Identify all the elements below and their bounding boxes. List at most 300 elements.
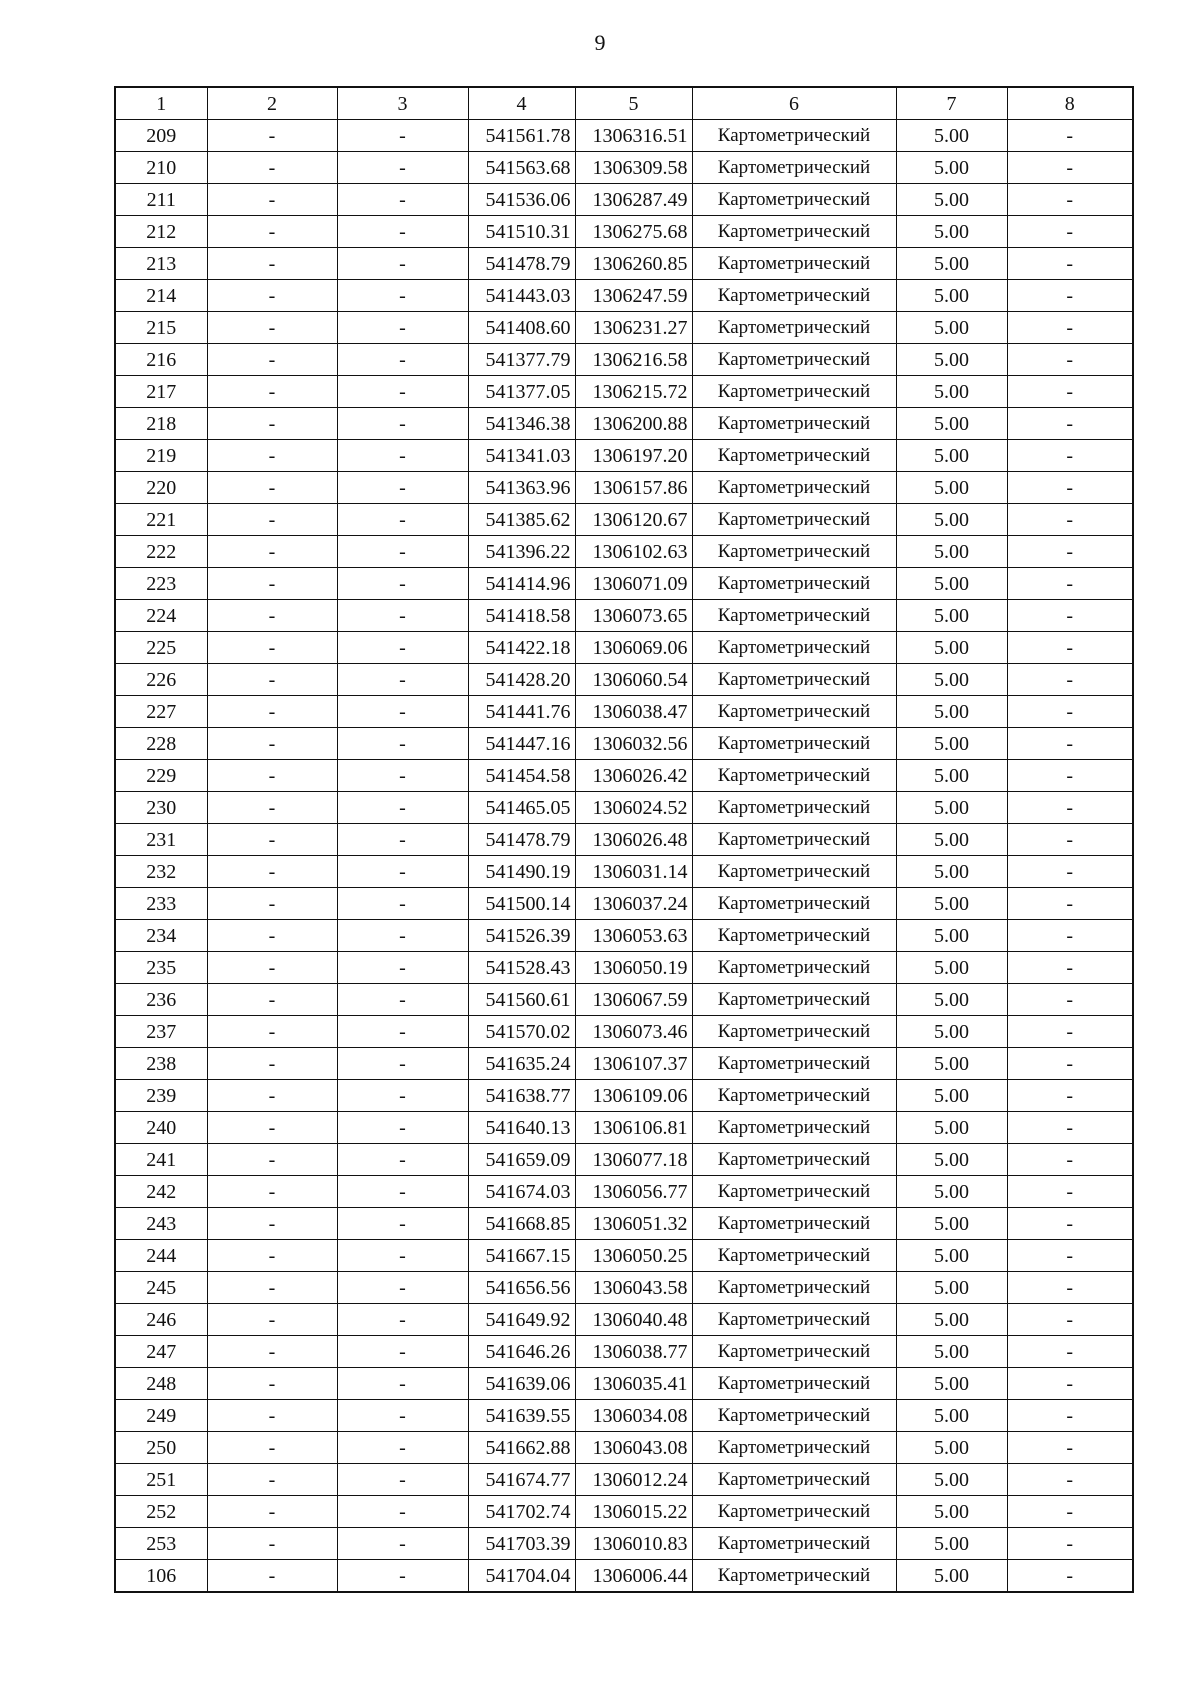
table-row	[115, 1272, 1133, 1304]
cell-col-2: -	[207, 1464, 337, 1496]
cell-col-3: -	[337, 1016, 468, 1048]
cell-method: Картометрический	[692, 152, 896, 184]
cell-col-2: -	[207, 248, 337, 280]
cell-accuracy: 5.00	[896, 1208, 1007, 1240]
cell-col-8: -	[1007, 216, 1133, 248]
cell-coord-x: 541570.02	[468, 1016, 575, 1048]
cell-point-number: 238	[115, 1048, 207, 1080]
cell-accuracy: 5.00	[896, 1016, 1007, 1048]
cell-method: Картометрический	[692, 1048, 896, 1080]
cell-col-2: -	[207, 1240, 337, 1272]
table-row	[115, 984, 1133, 1016]
cell-point-number: 233	[115, 888, 207, 920]
cell-point-number: 246	[115, 1304, 207, 1336]
cell-coord-y: 1306309.58	[575, 152, 692, 184]
cell-col-8: -	[1007, 1464, 1133, 1496]
cell-point-number: 249	[115, 1400, 207, 1432]
cell-method: Картометрический	[692, 600, 896, 632]
page-number: 9	[594, 30, 606, 55]
cell-col-8: -	[1007, 920, 1133, 952]
cell-coord-x: 541443.03	[468, 280, 575, 312]
cell-col-8: -	[1007, 248, 1133, 280]
cell-col-3: -	[337, 664, 468, 696]
cell-accuracy: 5.00	[896, 792, 1007, 824]
cell-coord-y: 1306077.18	[575, 1144, 692, 1176]
table-row	[115, 920, 1133, 952]
cell-col-3: -	[337, 1304, 468, 1336]
cell-col-8: -	[1007, 664, 1133, 696]
table-row	[115, 1464, 1133, 1496]
cell-col-8: -	[1007, 408, 1133, 440]
cell-coord-y: 1306051.32	[575, 1208, 692, 1240]
cell-col-8: -	[1007, 504, 1133, 536]
cell-coord-x: 541385.62	[468, 504, 575, 536]
cell-coord-x: 541702.74	[468, 1496, 575, 1528]
cell-col-3: -	[337, 376, 468, 408]
cell-coord-y: 1306067.59	[575, 984, 692, 1016]
cell-coord-y: 1306038.77	[575, 1336, 692, 1368]
table-row	[115, 120, 1133, 152]
cell-col-3: -	[337, 1144, 468, 1176]
cell-method: Картометрический	[692, 1080, 896, 1112]
cell-coord-y: 1306260.85	[575, 248, 692, 280]
cell-col-3: -	[337, 184, 468, 216]
cell-col-2: -	[207, 1112, 337, 1144]
cell-point-number: 251	[115, 1464, 207, 1496]
cell-coord-y: 1306275.68	[575, 216, 692, 248]
cell-point-number: 211	[115, 184, 207, 216]
cell-accuracy: 5.00	[896, 696, 1007, 728]
cell-point-number: 252	[115, 1496, 207, 1528]
cell-coord-x: 541478.79	[468, 248, 575, 280]
cell-method: Картометрический	[692, 344, 896, 376]
cell-point-number: 106	[115, 1560, 207, 1593]
cell-accuracy: 5.00	[896, 440, 1007, 472]
cell-point-number: 250	[115, 1432, 207, 1464]
cell-coord-x: 541674.77	[468, 1464, 575, 1496]
cell-point-number: 221	[115, 504, 207, 536]
cell-col-2: -	[207, 536, 337, 568]
cell-coord-x: 541408.60	[468, 312, 575, 344]
cell-accuracy: 5.00	[896, 984, 1007, 1016]
cell-coord-x: 541646.26	[468, 1336, 575, 1368]
cell-accuracy: 5.00	[896, 1112, 1007, 1144]
cell-point-number: 214	[115, 280, 207, 312]
cell-point-number: 216	[115, 344, 207, 376]
cell-point-number: 231	[115, 824, 207, 856]
cell-col-3: -	[337, 600, 468, 632]
cell-col-8: -	[1007, 440, 1133, 472]
cell-point-number: 222	[115, 536, 207, 568]
cell-coord-y: 1306069.06	[575, 632, 692, 664]
cell-col-8: -	[1007, 472, 1133, 504]
cell-method: Картометрический	[692, 1464, 896, 1496]
coordinates-table	[114, 86, 1134, 1593]
cell-accuracy: 5.00	[896, 184, 1007, 216]
cell-method: Картометрический	[692, 1208, 896, 1240]
cell-col-8: -	[1007, 792, 1133, 824]
cell-col-3: -	[337, 1528, 468, 1560]
cell-coord-x: 541346.38	[468, 408, 575, 440]
cell-col-8: -	[1007, 952, 1133, 984]
cell-col-2: -	[207, 1496, 337, 1528]
cell-col-8: -	[1007, 888, 1133, 920]
cell-col-8: -	[1007, 1272, 1133, 1304]
cell-col-8: -	[1007, 1528, 1133, 1560]
cell-coord-y: 1306120.67	[575, 504, 692, 536]
cell-coord-y: 1306006.44	[575, 1560, 692, 1593]
cell-accuracy: 5.00	[896, 888, 1007, 920]
column-header-5: 5	[575, 87, 692, 120]
cell-method: Картометрический	[692, 1016, 896, 1048]
cell-point-number: 218	[115, 408, 207, 440]
cell-accuracy: 5.00	[896, 1240, 1007, 1272]
cell-coord-y: 1306060.54	[575, 664, 692, 696]
cell-coord-x: 541536.06	[468, 184, 575, 216]
cell-col-3: -	[337, 1272, 468, 1304]
cell-coord-x: 541414.96	[468, 568, 575, 600]
cell-coord-y: 1306040.48	[575, 1304, 692, 1336]
cell-coord-x: 541667.15	[468, 1240, 575, 1272]
cell-col-2: -	[207, 1272, 337, 1304]
cell-point-number: 228	[115, 728, 207, 760]
cell-col-2: -	[207, 1560, 337, 1593]
cell-coord-x: 541640.13	[468, 1112, 575, 1144]
cell-coord-x: 541526.39	[468, 920, 575, 952]
cell-coord-x: 541478.79	[468, 824, 575, 856]
cell-coord-y: 1306107.37	[575, 1048, 692, 1080]
cell-col-2: -	[207, 920, 337, 952]
table-row	[115, 536, 1133, 568]
cell-method: Картометрический	[692, 1560, 896, 1593]
cell-point-number: 223	[115, 568, 207, 600]
cell-coord-y: 1306073.65	[575, 600, 692, 632]
cell-point-number: 210	[115, 152, 207, 184]
cell-col-2: -	[207, 472, 337, 504]
cell-col-8: -	[1007, 632, 1133, 664]
column-header-6: 6	[692, 87, 896, 120]
cell-col-2: -	[207, 1432, 337, 1464]
cell-col-8: -	[1007, 184, 1133, 216]
cell-accuracy: 5.00	[896, 312, 1007, 344]
column-header-3: 3	[337, 87, 468, 120]
cell-col-3: -	[337, 472, 468, 504]
table-row	[115, 1432, 1133, 1464]
cell-accuracy: 5.00	[896, 472, 1007, 504]
table-row	[115, 1336, 1133, 1368]
cell-coord-y: 1306109.06	[575, 1080, 692, 1112]
cell-coord-x: 541428.20	[468, 664, 575, 696]
cell-col-8: -	[1007, 344, 1133, 376]
cell-col-2: -	[207, 312, 337, 344]
cell-method: Картометрический	[692, 120, 896, 152]
table-row	[115, 1144, 1133, 1176]
cell-col-2: -	[207, 792, 337, 824]
cell-col-2: -	[207, 1016, 337, 1048]
cell-method: Картометрический	[692, 856, 896, 888]
cell-col-3: -	[337, 120, 468, 152]
cell-coord-y: 1306035.41	[575, 1368, 692, 1400]
cell-method: Картометрический	[692, 824, 896, 856]
cell-col-3: -	[337, 1080, 468, 1112]
cell-accuracy: 5.00	[896, 1496, 1007, 1528]
cell-method: Картометрический	[692, 568, 896, 600]
cell-coord-x: 541639.06	[468, 1368, 575, 1400]
table-row	[115, 728, 1133, 760]
cell-col-8: -	[1007, 1080, 1133, 1112]
cell-col-2: -	[207, 1368, 337, 1400]
cell-method: Картометрический	[692, 312, 896, 344]
cell-col-8: -	[1007, 280, 1133, 312]
cell-point-number: 242	[115, 1176, 207, 1208]
cell-accuracy: 5.00	[896, 504, 1007, 536]
cell-col-8: -	[1007, 984, 1133, 1016]
cell-col-8: -	[1007, 856, 1133, 888]
cell-accuracy: 5.00	[896, 1368, 1007, 1400]
cell-col-2: -	[207, 728, 337, 760]
cell-col-8: -	[1007, 1304, 1133, 1336]
table-row	[115, 952, 1133, 984]
cell-coord-y: 1306032.56	[575, 728, 692, 760]
cell-coord-x: 541638.77	[468, 1080, 575, 1112]
cell-point-number: 220	[115, 472, 207, 504]
cell-point-number: 212	[115, 216, 207, 248]
cell-col-2: -	[207, 888, 337, 920]
table-row	[115, 1368, 1133, 1400]
table-row	[115, 184, 1133, 216]
cell-col-3: -	[337, 280, 468, 312]
cell-accuracy: 5.00	[896, 216, 1007, 248]
cell-method: Картометрический	[692, 1528, 896, 1560]
cell-method: Картометрический	[692, 184, 896, 216]
cell-col-2: -	[207, 568, 337, 600]
cell-col-3: -	[337, 984, 468, 1016]
cell-coord-x: 541528.43	[468, 952, 575, 984]
cell-coord-y: 1306056.77	[575, 1176, 692, 1208]
cell-coord-y: 1306316.51	[575, 120, 692, 152]
cell-point-number: 215	[115, 312, 207, 344]
cell-col-8: -	[1007, 1400, 1133, 1432]
cell-accuracy: 5.00	[896, 632, 1007, 664]
cell-col-3: -	[337, 1464, 468, 1496]
cell-coord-y: 1306037.24	[575, 888, 692, 920]
cell-col-3: -	[337, 152, 468, 184]
table-row	[115, 1528, 1133, 1560]
cell-coord-y: 1306102.63	[575, 536, 692, 568]
cell-method: Картометрический	[692, 1112, 896, 1144]
cell-col-2: -	[207, 664, 337, 696]
table-row	[115, 1176, 1133, 1208]
table-row	[115, 1048, 1133, 1080]
cell-method: Картометрический	[692, 760, 896, 792]
table-header-row	[115, 87, 1133, 120]
cell-coord-x: 541668.85	[468, 1208, 575, 1240]
cell-coord-x: 541422.18	[468, 632, 575, 664]
cell-method: Картометрический	[692, 472, 896, 504]
cell-col-8: -	[1007, 536, 1133, 568]
cell-col-2: -	[207, 440, 337, 472]
cell-coord-x: 541500.14	[468, 888, 575, 920]
cell-coord-y: 1306071.09	[575, 568, 692, 600]
cell-accuracy: 5.00	[896, 664, 1007, 696]
cell-method: Картометрический	[692, 1272, 896, 1304]
cell-coord-x: 541441.76	[468, 696, 575, 728]
cell-coord-y: 1306287.49	[575, 184, 692, 216]
table-row	[115, 856, 1133, 888]
cell-col-2: -	[207, 1400, 337, 1432]
cell-col-2: -	[207, 1304, 337, 1336]
cell-coord-y: 1306043.08	[575, 1432, 692, 1464]
cell-coord-y: 1306050.25	[575, 1240, 692, 1272]
table-row	[115, 248, 1133, 280]
cell-point-number: 224	[115, 600, 207, 632]
cell-col-8: -	[1007, 1432, 1133, 1464]
cell-coord-x: 541639.55	[468, 1400, 575, 1432]
cell-coord-x: 541656.56	[468, 1272, 575, 1304]
cell-accuracy: 5.00	[896, 1528, 1007, 1560]
cell-coord-x: 541510.31	[468, 216, 575, 248]
cell-point-number: 237	[115, 1016, 207, 1048]
cell-point-number: 225	[115, 632, 207, 664]
cell-point-number: 247	[115, 1336, 207, 1368]
cell-method: Картометрический	[692, 440, 896, 472]
cell-col-3: -	[337, 1336, 468, 1368]
cell-col-8: -	[1007, 312, 1133, 344]
cell-method: Картометрический	[692, 792, 896, 824]
cell-coord-x: 541377.79	[468, 344, 575, 376]
cell-coord-y: 1306053.63	[575, 920, 692, 952]
cell-coord-x: 541363.96	[468, 472, 575, 504]
cell-col-8: -	[1007, 1144, 1133, 1176]
cell-accuracy: 5.00	[896, 1176, 1007, 1208]
cell-method: Картометрический	[692, 664, 896, 696]
column-header-2: 2	[207, 87, 337, 120]
cell-accuracy: 5.00	[896, 760, 1007, 792]
cell-method: Картометрический	[692, 984, 896, 1016]
cell-col-3: -	[337, 1176, 468, 1208]
table-body	[115, 120, 1133, 1593]
table-row	[115, 1080, 1133, 1112]
cell-col-3: -	[337, 440, 468, 472]
cell-col-3: -	[337, 1048, 468, 1080]
cell-col-3: -	[337, 312, 468, 344]
cell-col-2: -	[207, 152, 337, 184]
table-row	[115, 504, 1133, 536]
cell-col-8: -	[1007, 1336, 1133, 1368]
cell-col-8: -	[1007, 696, 1133, 728]
cell-point-number: 240	[115, 1112, 207, 1144]
cell-col-2: -	[207, 824, 337, 856]
table-row	[115, 1304, 1133, 1336]
cell-accuracy: 5.00	[896, 1304, 1007, 1336]
table-row	[115, 760, 1133, 792]
cell-col-2: -	[207, 600, 337, 632]
cell-point-number: 236	[115, 984, 207, 1016]
cell-accuracy: 5.00	[896, 1400, 1007, 1432]
cell-accuracy: 5.00	[896, 1080, 1007, 1112]
table-row	[115, 600, 1133, 632]
cell-method: Картометрический	[692, 1336, 896, 1368]
cell-method: Картометрический	[692, 216, 896, 248]
cell-col-2: -	[207, 984, 337, 1016]
cell-coord-y: 1306012.24	[575, 1464, 692, 1496]
cell-coord-y: 1306200.88	[575, 408, 692, 440]
cell-point-number: 232	[115, 856, 207, 888]
cell-accuracy: 5.00	[896, 856, 1007, 888]
cell-col-3: -	[337, 1112, 468, 1144]
cell-coord-x: 541635.24	[468, 1048, 575, 1080]
cell-accuracy: 5.00	[896, 1336, 1007, 1368]
cell-point-number: 226	[115, 664, 207, 696]
cell-col-2: -	[207, 1080, 337, 1112]
column-header-4: 4	[468, 87, 575, 120]
cell-coord-y: 1306010.83	[575, 1528, 692, 1560]
cell-coord-x: 541377.05	[468, 376, 575, 408]
column-header-7: 7	[896, 87, 1007, 120]
table-row	[115, 888, 1133, 920]
cell-col-2: -	[207, 856, 337, 888]
cell-coord-x: 541703.39	[468, 1528, 575, 1560]
cell-col-3: -	[337, 408, 468, 440]
table-row	[115, 312, 1133, 344]
cell-coord-x: 541560.61	[468, 984, 575, 1016]
cell-coord-y: 1306026.42	[575, 760, 692, 792]
cell-coord-x: 541490.19	[468, 856, 575, 888]
cell-accuracy: 5.00	[896, 344, 1007, 376]
cell-accuracy: 5.00	[896, 248, 1007, 280]
cell-coord-x: 541662.88	[468, 1432, 575, 1464]
table-row	[115, 152, 1133, 184]
cell-col-3: -	[337, 1368, 468, 1400]
cell-col-8: -	[1007, 1368, 1133, 1400]
cell-col-2: -	[207, 280, 337, 312]
cell-accuracy: 5.00	[896, 568, 1007, 600]
cell-col-3: -	[337, 504, 468, 536]
cell-col-2: -	[207, 1208, 337, 1240]
cell-coord-y: 1306031.14	[575, 856, 692, 888]
cell-method: Картометрический	[692, 536, 896, 568]
cell-accuracy: 5.00	[896, 376, 1007, 408]
cell-coord-y: 1306043.58	[575, 1272, 692, 1304]
cell-col-3: -	[337, 1208, 468, 1240]
cell-col-8: -	[1007, 1496, 1133, 1528]
cell-col-2: -	[207, 376, 337, 408]
cell-col-8: -	[1007, 1112, 1133, 1144]
cell-method: Картометрический	[692, 1144, 896, 1176]
cell-accuracy: 5.00	[896, 152, 1007, 184]
cell-method: Картометрический	[692, 1176, 896, 1208]
cell-coord-x: 541561.78	[468, 120, 575, 152]
cell-col-2: -	[207, 344, 337, 376]
cell-point-number: 227	[115, 696, 207, 728]
cell-method: Картометрический	[692, 408, 896, 440]
cell-point-number: 245	[115, 1272, 207, 1304]
cell-method: Картометрический	[692, 920, 896, 952]
cell-accuracy: 5.00	[896, 1048, 1007, 1080]
cell-coord-x: 541563.68	[468, 152, 575, 184]
cell-col-3: -	[337, 1240, 468, 1272]
cell-coord-x: 541659.09	[468, 1144, 575, 1176]
cell-col-3: -	[337, 344, 468, 376]
cell-col-3: -	[337, 952, 468, 984]
table-row	[115, 408, 1133, 440]
cell-method: Картометрический	[692, 504, 896, 536]
cell-col-3: -	[337, 632, 468, 664]
table-row	[115, 632, 1133, 664]
cell-point-number: 230	[115, 792, 207, 824]
cell-method: Картометрический	[692, 376, 896, 408]
table-row	[115, 280, 1133, 312]
